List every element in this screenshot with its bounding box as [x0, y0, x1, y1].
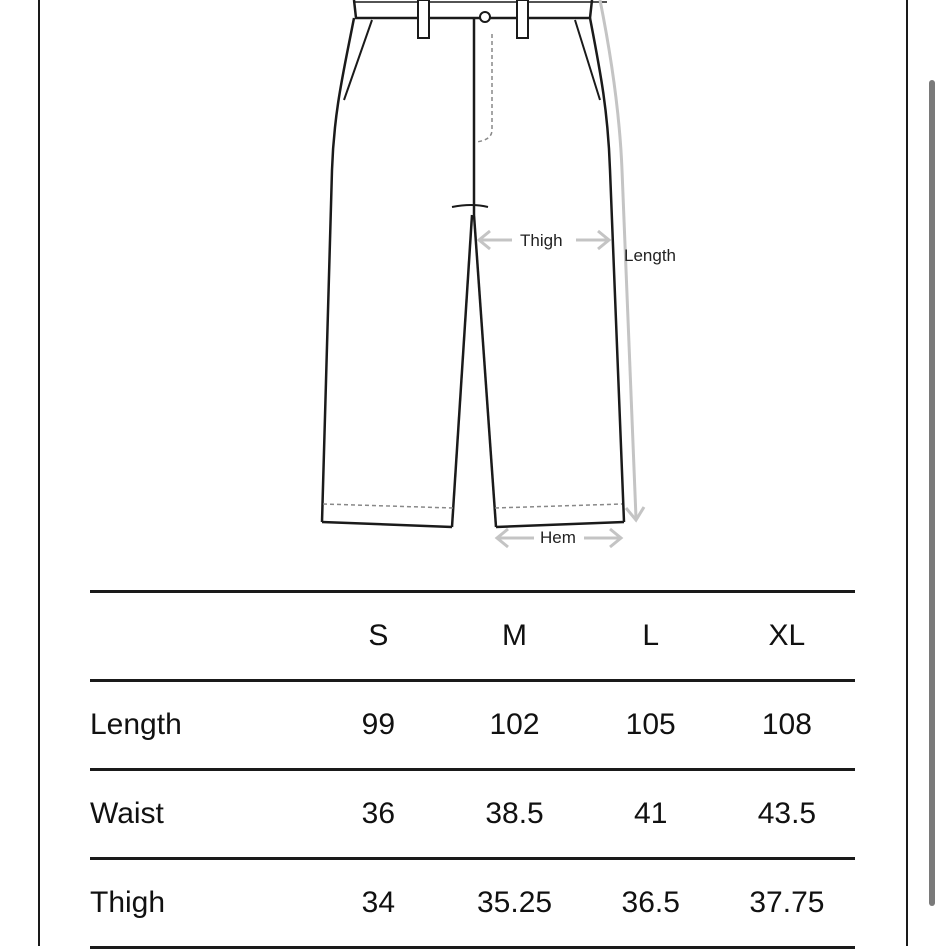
row-label-thigh: Thigh — [90, 859, 310, 948]
table-row — [90, 770, 855, 859]
table-cell: 102 — [446, 681, 582, 770]
size-header-l: L — [583, 592, 719, 681]
table-row — [90, 681, 855, 770]
size-header-xl: XL — [719, 592, 855, 681]
pocket-lines — [344, 20, 600, 100]
table-cell: 38.5 — [446, 770, 582, 859]
row-label-waist: Waist — [90, 770, 310, 859]
length-label: Length — [624, 246, 676, 265]
table-cell: 41 — [583, 770, 719, 859]
table-cell: 34 — [310, 859, 446, 948]
size-header-m: M — [446, 592, 582, 681]
size-table — [90, 590, 855, 949]
table-cell: 35.25 — [446, 859, 582, 948]
crotch-mark — [452, 205, 488, 207]
fly-stitch — [476, 34, 492, 142]
hem-stitch — [323, 504, 622, 508]
table-cell: 108 — [719, 681, 855, 770]
thigh-label: Thigh — [520, 231, 563, 250]
table-cell: 37.75 — [719, 859, 855, 948]
table-cell: 99 — [310, 681, 446, 770]
table-cell: 36.5 — [583, 859, 719, 948]
table-row — [90, 859, 855, 948]
table-cell: 43.5 — [719, 770, 855, 859]
row-label-length: Length — [90, 681, 310, 770]
button-icon — [480, 12, 490, 22]
size-header-s: S — [310, 592, 446, 681]
table-cell: 105 — [583, 681, 719, 770]
size-table-header-row — [90, 592, 855, 681]
hem-label: Hem — [540, 528, 576, 547]
table-cell: 36 — [310, 770, 446, 859]
size-table-container — [90, 590, 855, 949]
header-empty-cell — [90, 592, 310, 681]
pants-outline — [322, 18, 624, 527]
